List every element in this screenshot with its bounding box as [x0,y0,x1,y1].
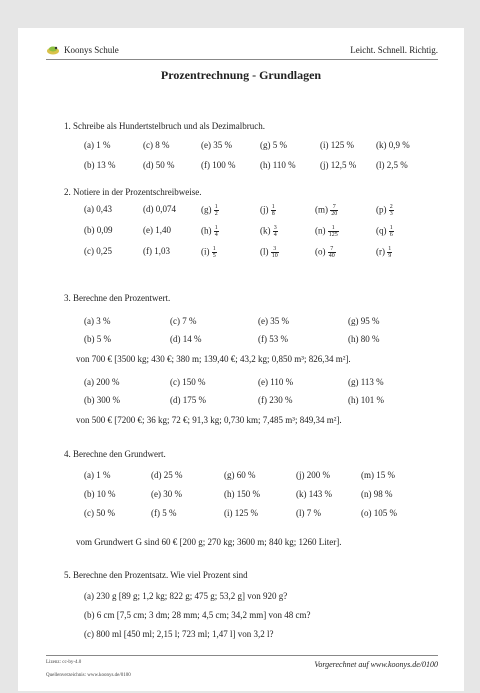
header-slogan: Leicht. Schnell. Richtig. [350,45,438,55]
fraction: $\frac{1}{5}$ [212,246,216,259]
task4-item: (g) 60 % [224,470,256,480]
footer-license: Lizenz: cc-by-4.0 [46,660,82,665]
task2-item: (n) $\frac{1}{125}$ [315,225,338,238]
task3-line-a: von 700 € [3500 kg; 430 €; 380 m; 139,40 €; 43,2 kg; 0,850 m³; 826,34 m²]. [76,354,351,364]
task3-item: (g) 95 % [348,316,380,326]
fraction: $\frac{1}{9}$ [388,246,392,259]
task2-item: (p) $\frac{2}{3}$ [376,204,393,217]
task3-item: (e) 110 % [258,377,294,387]
task2-item: (b) 0,09 [84,225,113,235]
task2-item: (m) $\frac{7}{20}$ [315,204,338,217]
task3-item: (c) 150 % [170,377,206,387]
koonys-logo-icon [46,45,60,55]
task2-item: (e) 1,40 [143,225,171,235]
task4-item: (j) 200 % [296,470,330,480]
task2-item: (l) $\frac{3}{10}$ [260,246,278,259]
task3-item: (d) 175 % [170,395,206,405]
task1-item: (l) 2,5 % [376,160,408,170]
worksheet-page [18,28,464,691]
page-title: Prozentrechnung - Grundlagen [160,68,322,82]
task4-item: (f) 5 % [151,508,177,518]
task2-heading: 2. Notiere in der Prozentschreibweise. [64,187,202,197]
task2-item: (o) $\frac{7}{40}$ [315,246,335,259]
task4-item: (o) 105 % [361,508,397,518]
task1-item: (k) 0,9 % [376,140,410,150]
task1-heading: 1. Schreibe als Hundertstelbruch und als Dezimalbruch. [64,121,265,131]
task1-item: (h) 110 % [260,160,296,170]
task5-item: (a) 230 g [89 g; 1,2 kg; 822 g; 475 g; 53,2 g] von 920 g? [84,591,288,601]
task2-item: (k) $\frac{3}{4}$ [260,225,277,238]
task2-item: (j) $\frac{1}{8}$ [260,204,275,217]
task1-item: (j) 12,5 % [320,160,357,170]
task3-item: (b) 300 % [84,395,120,405]
task2-item: (h) $\frac{1}{4}$ [201,225,218,238]
task3-item: (d) 14 % [170,334,202,344]
fraction: $\frac{1}{4}$ [214,225,218,238]
task4-item: (c) 50 % [84,508,115,518]
task1-item: (d) 50 % [143,160,175,170]
fraction: $\frac{1}{6}$ [389,225,393,238]
task3-item: (f) 53 % [258,334,288,344]
fraction: $\frac{7}{20}$ [331,204,338,217]
task5-item: (b) 6 cm [7,5 cm; 3 dm; 28 mm; 4,5 cm; 34,2 mm] von 48 cm? [84,610,311,620]
task4-item: (b) 10 % [84,489,116,499]
fraction: $\frac{1}{8}$ [271,204,275,217]
task5-heading: 5. Berechne den Prozentsatz. Wie viel Prozent sind [64,570,248,580]
task4-heading: 4. Berechne den Grundwert. [64,449,166,459]
fraction: $\frac{7}{40}$ [328,246,335,259]
fraction: $\frac{1}{2}$ [214,204,218,217]
fraction: $\frac{3}{10}$ [271,246,278,259]
task4-item: (k) 143 % [296,489,332,499]
fraction: $\frac{2}{3}$ [389,204,393,217]
brand-name: Koonys Schule [64,45,119,55]
task2-item: (r) $\frac{1}{9}$ [376,246,392,259]
task1-item: (e) 35 % [201,140,232,150]
fraction: $\frac{1}{125}$ [328,225,338,238]
task2-item: (i) $\frac{1}{5}$ [201,246,216,259]
task2-item: (a) 0,43 [84,204,112,214]
task3-item: (a) 3 % [84,316,111,326]
task4-item: (d) 25 % [151,470,183,480]
header-rule [46,59,438,60]
task3-item: (h) 80 % [348,334,380,344]
task3-line-b: von 500 € [7200 €; 36 kg; 72 €; 91,3 kg; 0,730 km; 7,485 m³; 849,34 m²]. [76,415,342,425]
task3-item: (e) 35 % [258,316,289,326]
task2-item: (q) $\frac{1}{6}$ [376,225,393,238]
task1-item: (i) 125 % [320,140,354,150]
task4-item: (m) 15 % [361,470,395,480]
task4-item: (a) 1 % [84,470,111,480]
fraction: $\frac{3}{4}$ [273,225,277,238]
task1-item: (f) 100 % [201,160,236,170]
task4-item: (e) 30 % [151,489,182,499]
task4-line: vom Grundwert G sind 60 € [200 g; 270 kg; 3600 m; 840 kg; 1260 Liter]. [76,537,342,547]
task2-item: (d) 0,074 [143,204,176,214]
footer-sources: Quellenverzeichnis: www.koonys.de/0100 [46,673,131,678]
footer-rule [46,655,438,656]
task1-item: (c) 8 % [143,140,170,150]
task3-item: (c) 7 % [170,316,197,326]
task3-item: (a) 200 % [84,377,120,387]
task3-item: (f) 230 % [258,395,293,405]
task4-item: (i) 125 % [224,508,258,518]
task4-item: (l) 7 % [296,508,321,518]
task4-item: (h) 150 % [224,489,260,499]
task2-item: (f) 1,03 [143,246,170,256]
task3-item: (h) 101 % [348,395,384,405]
task2-item: (c) 0,25 [84,246,112,256]
task4-item: (n) 98 % [361,489,393,499]
task3-item: (b) 5 % [84,334,111,344]
task3-item: (g) 113 % [348,377,384,387]
task3-heading: 3. Berechne den Prozentwert. [64,293,171,303]
task1-item: (g) 5 % [260,140,287,150]
task1-item: (a) 1 % [84,140,111,150]
task2-item: (g) $\frac{1}{2}$ [201,204,218,217]
task5-item: (c) 800 ml [450 ml; 2,15 l; 723 ml; 1,47 l] von 3,2 l? [84,629,274,639]
task1-item: (b) 13 % [84,160,116,170]
footer-solved-link[interactable]: Vorgerechnet auf www.koonys.de/0100 [314,660,438,669]
